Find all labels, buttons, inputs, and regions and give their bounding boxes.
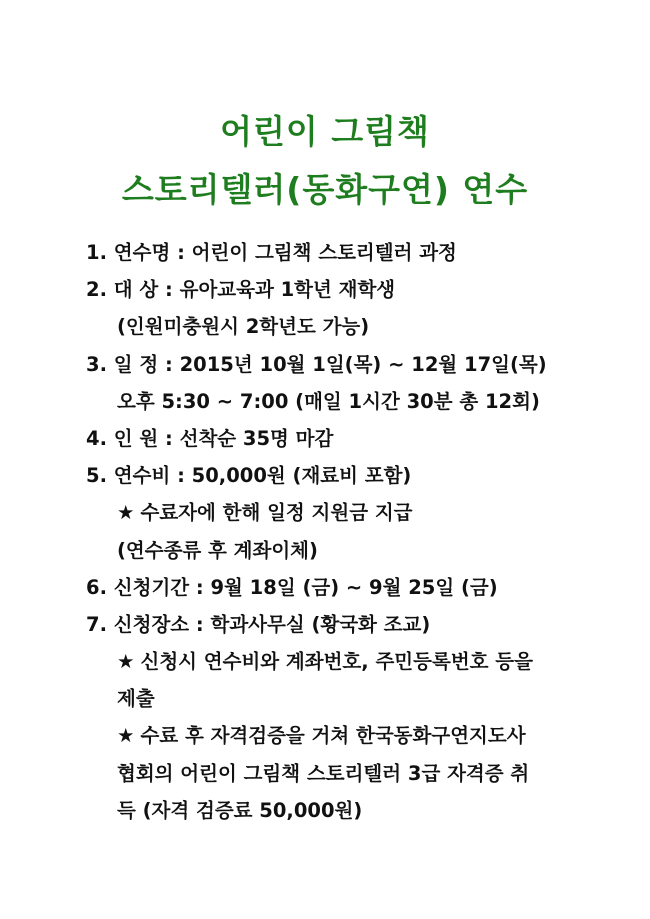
fee-star-text: 수료자에 한해 일정 지원금 지급 <box>140 501 413 525</box>
title-line-2: 스토리텔러(동화구연) 연수 <box>121 170 529 209</box>
item-course-name: 1. 연수명 : 어린이 그림책 스토리텔러 과정 <box>86 241 457 264</box>
item-place-star-note-1-cont: 제출 <box>117 687 155 711</box>
item-place-star-note-1 <box>86 643 586 680</box>
item-target: 2. 대 상 : 유아교육과 1학년 재학생 <box>86 278 396 302</box>
document-title <box>0 103 650 219</box>
item-fee: 5. 연수비 : 50,000원 (재료비 포함) <box>86 464 412 488</box>
item-fee-note: (연수종류 후 계좌이체) <box>117 538 318 562</box>
black-star-icon: ★ <box>117 724 135 748</box>
place-star-2-text: 수료 후 자격검증을 거쳐 한국동화구연지도사 <box>140 724 526 748</box>
place-star-1-text: 신청시 연수비와 계좌번호, 주민등록번호 등을 <box>140 650 533 674</box>
black-star-icon: ★ <box>117 501 135 525</box>
item-place-star-note-2 <box>86 717 586 754</box>
item-application-period: 6. 신청기간 : 9월 18일 (금) ~ 9월 25일 (금) <box>86 575 498 599</box>
item-schedule: 3. 일 정 : 2015년 10월 1일(목) ~ 12월 17일(목) <box>86 352 547 376</box>
item-application-place: 7. 신청장소 : 학과사무실 (황국화 조교) <box>86 612 431 636</box>
item-fee-star-note <box>86 494 586 531</box>
title-line-1: 어린이 그림책 <box>220 112 430 151</box>
item-schedule-note: 오후 5:30 ~ 7:00 (매일 1시간 30분 총 12회) <box>117 389 540 413</box>
item-place-star-note-2-cont-1: 협회의 어린이 그림책 스토리텔러 3급 자격증 취 <box>117 761 530 785</box>
item-place-star-note-2-cont-2: 득 (자격 검증료 50,000원) <box>117 798 363 822</box>
black-star-icon: ★ <box>117 650 135 674</box>
item-target-note: (인원미충원시 2학년도 가능) <box>117 315 370 339</box>
document-body <box>86 234 586 829</box>
item-capacity: 4. 인 원 : 선착순 35명 마감 <box>86 426 334 450</box>
